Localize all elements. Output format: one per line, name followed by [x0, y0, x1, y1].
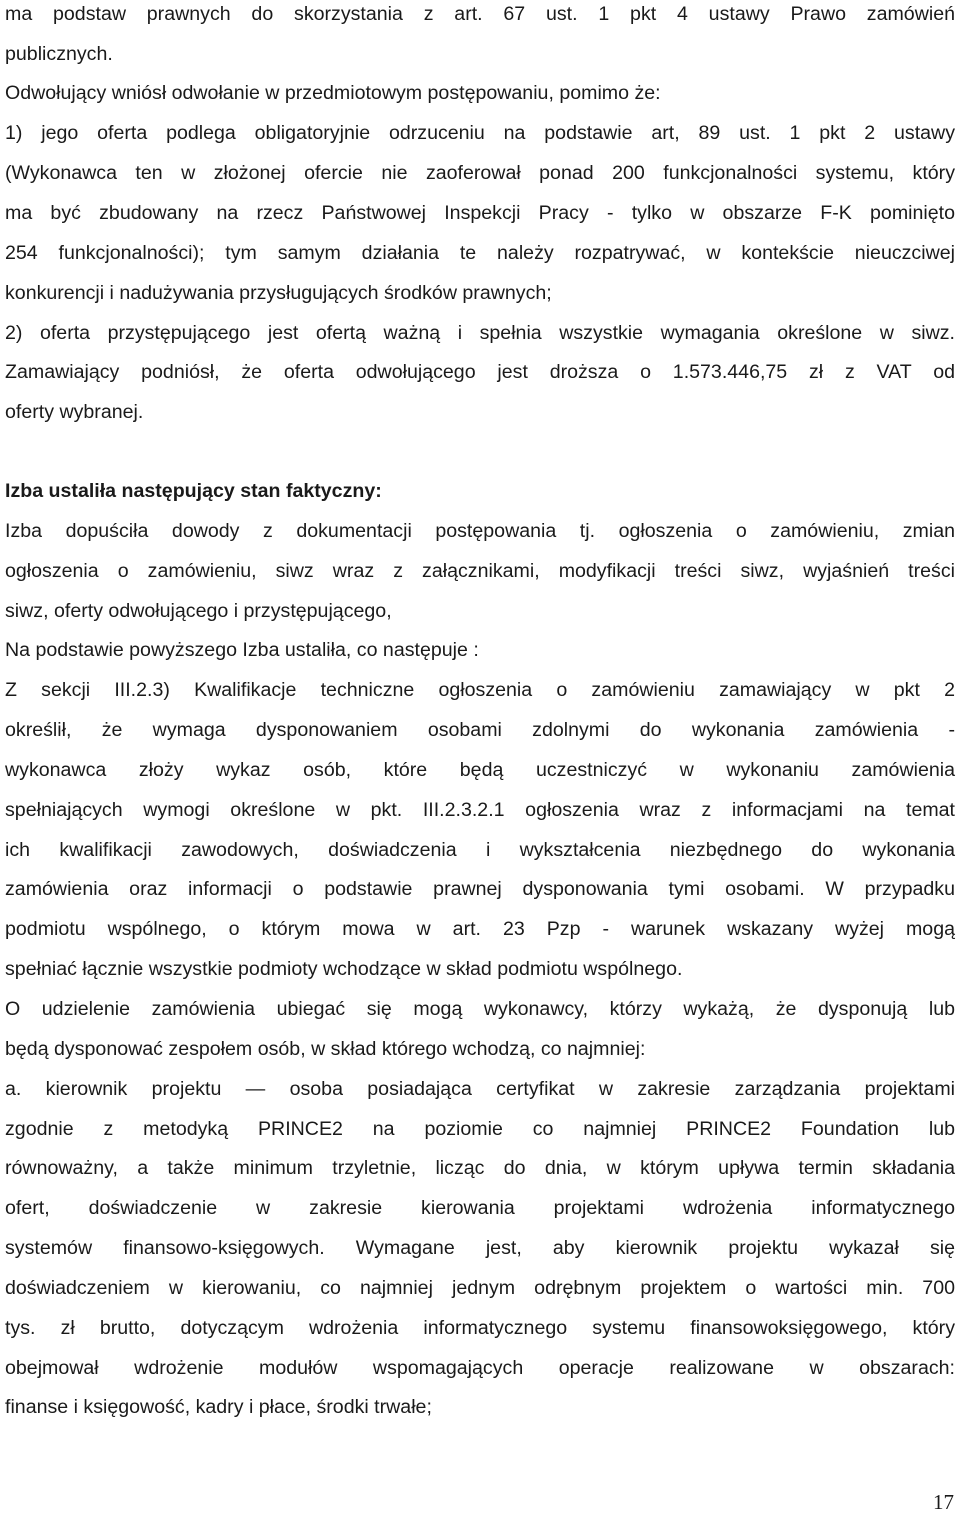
- text-line: O udzielenie zamówienia ubiegać się mogą wykonawcy, którzy wykażą, że dysponują lub: [5, 998, 955, 1020]
- text-line: wykonawca złoży wykaz osób, które będą uczestniczyć w wykonaniu zamówienia: [5, 759, 955, 781]
- text-line: Izba dopuściła dowody z dokumentacji postępowania tj. ogłoszenia o zamówieniu, zmian: [5, 520, 955, 542]
- text-line: finanse i księgowość, kadry i płace, środki trwałe;: [5, 1396, 432, 1418]
- text-line: równoważny, a także minimum trzyletnie, licząc do dnia, w którym upływa termin składania: [5, 1157, 955, 1179]
- text-line: oferty wybranej.: [5, 401, 144, 423]
- text-line: spełniać łącznie wszystkie podmioty wchodzące w skład podmiotu wspólnego.: [5, 958, 683, 980]
- text-line: spełniających wymogi określone w pkt. III.2.3.2.1 ogłoszenia wraz z informacjami na temat: [5, 799, 955, 821]
- text-line: siwz, oferty odwołującego i przystępującego,: [5, 600, 392, 622]
- text-line: ma podstaw prawnych do skorzystania z art. 67 ust. 1 pkt 4 ustawy Prawo zamówień: [5, 3, 955, 25]
- text-line: ich kwalifikacji zawodowych, doświadczenia i wykształcenia niezbędnego do wykonania: [5, 839, 955, 861]
- text-line: doświadczeniem w kierowaniu, co najmniej jednym odrębnym projektem o wartości min. 700: [5, 1277, 955, 1299]
- text-line: zamówienia oraz informacji o podstawie prawnej dysponowania tymi osobami. W przypadku: [5, 878, 955, 900]
- text-line: Zamawiający podniósł, że oferta odwołującego jest droższa o 1.573.446,75 zł z VAT od: [5, 361, 955, 383]
- text-line: systemów finansowo-księgowych. Wymagane jest, aby kierownik projektu wykazał się: [5, 1237, 955, 1259]
- text-line: Na podstawie powyższego Izba ustaliła, co następuje :: [5, 639, 479, 661]
- text-line: ma być zbudowany na rzecz Państwowej Inspekcji Pracy - tylko w obszarze F-K pominięto: [5, 202, 955, 224]
- page-number: 17: [933, 1490, 954, 1514]
- section-heading: Izba ustaliła następujący stan faktyczny:: [5, 480, 382, 502]
- text-line: 1) jego oferta podlega obligatoryjnie odrzuceniu na podstawie art, 89 ust. 1 pkt 2 ustawy: [5, 122, 955, 144]
- text-line: ofert, doświadczenie w zakresie kierowania projektami wdrożenia informatycznego: [5, 1197, 955, 1219]
- text-line: Odwołujący wniósł odwołanie w przedmiotowym postępowaniu, pomimo że:: [5, 82, 661, 104]
- text-line: Z sekcji III.2.3) Kwalifikacje techniczne ogłoszenia o zamówieniu zamawiający w pkt 2: [5, 679, 955, 701]
- text-line: określił, że wymaga dysponowaniem osobami zdolnymi do wykonania zamówienia -: [5, 719, 955, 741]
- text-line: publicznych.: [5, 43, 113, 65]
- text-line: zgodnie z metodyką PRINCE2 na poziomie co najmniej PRINCE2 Foundation lub: [5, 1118, 955, 1140]
- text-line: obejmował wdrożenie modułów wspomagających operacje realizowane w obszarach:: [5, 1357, 955, 1379]
- text-line: 254 funkcjonalności); tym samym działania te należy rozpatrywać, w kontekście nieuczciwej: [5, 242, 955, 264]
- text-line: tys. zł brutto, dotyczącym wdrożenia informatycznego systemu finansowoksięgowego, który: [5, 1317, 955, 1339]
- text-line: konkurencji i nadużywania przysługujących środków prawnych;: [5, 282, 552, 304]
- text-line: ogłoszenia o zamówieniu, siwz wraz z załącznikami, modyfikacji treści siwz, wyjaśnień treści: [5, 560, 955, 582]
- text-line: (Wykonawca ten w złożonej ofercie nie zaoferował ponad 200 funkcjonalności systemu, który: [5, 162, 955, 184]
- text-line: a. kierownik projektu — osoba posiadająca certyfikat w zakresie zarządzania projektami: [5, 1078, 955, 1100]
- text-line: będą dysponować zespołem osób, w skład którego wchodzą, co najmniej:: [5, 1038, 646, 1060]
- text-line: 2) oferta przystępującego jest ofertą ważną i spełnia wszystkie wymagania określone w siwz.: [5, 322, 955, 344]
- text-line: podmiotu wspólnego, o którym mowa w art. 23 Pzp - warunek wskazany wyżej mogą: [5, 918, 955, 940]
